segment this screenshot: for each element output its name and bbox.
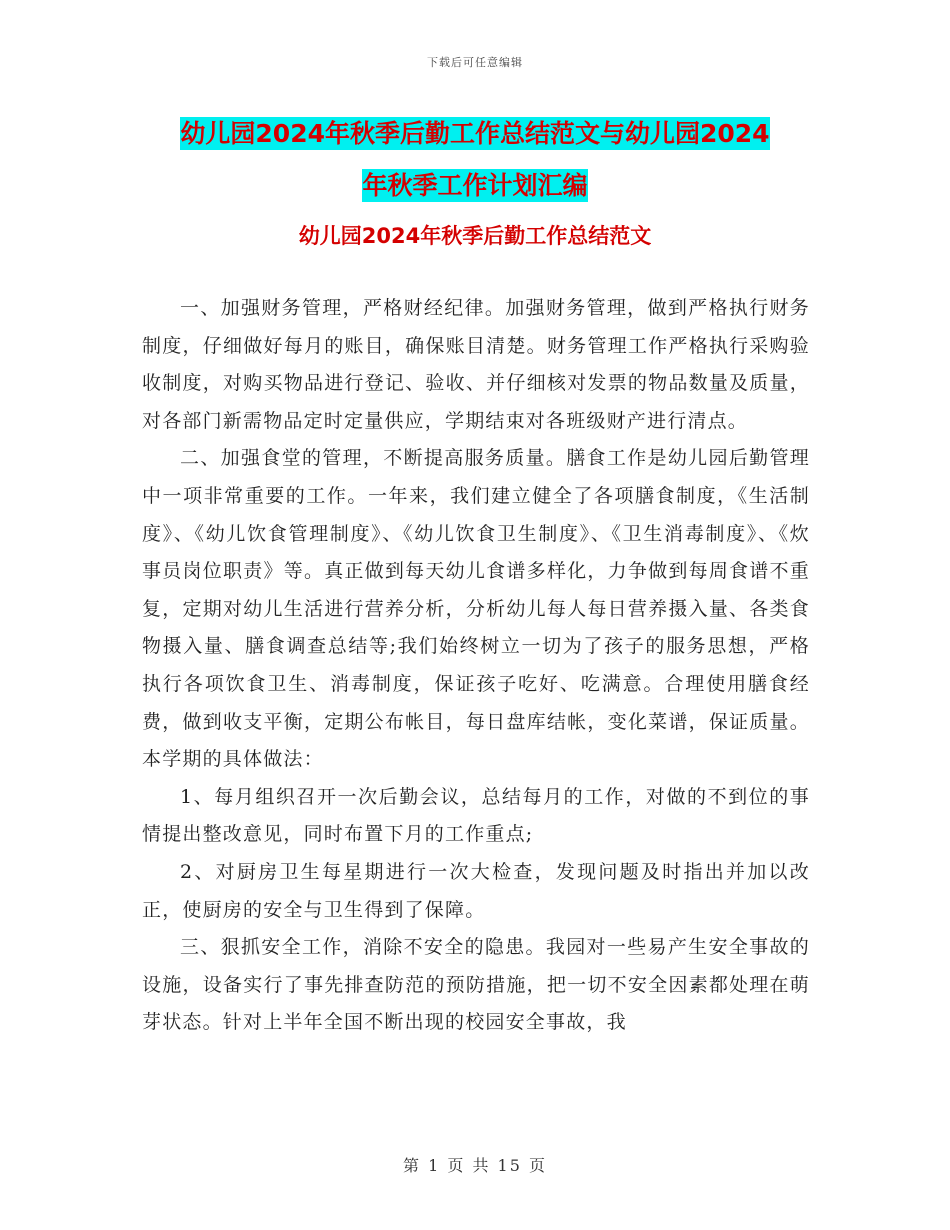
paragraph-finance: 一、加强财务管理，严格财经纪律。加强财务管理，做到严格执行财务制度，仔细做好每月的账目，确保账目清楚。财务管理工作严格执行采购验收制度，对购买物品进行登记、验收、并仔细核对发票的物品数量及质量，对各部门新需物品定时定量供应，学期结束对各班级财产进行清点。 [142, 297, 810, 432]
paragraph-safety: 三、狠抓安全工作，消除不安全的隐患。我园对一些易产生安全事故的设施，设备实行了事先排查防范的预防措施，把一切不安全因素都处理在萌芽状态。针对上半年全国不断出现的校园安全事故，我 [142, 936, 810, 1034]
document-title [150, 108, 800, 212]
header-note: 下载后可任意编辑 [427, 56, 523, 69]
page-indicator: 第 1 页 共 15 页 [403, 1156, 547, 1175]
paragraph-item-1: 1、每月组织召开一次后勤会议，总结每月的工作，对做的不到位的事情提出整改意见，同时布置下月的工作重点; [142, 785, 810, 846]
document-body [142, 290, 810, 1042]
document-title-line1: 幼儿园2024年秋季后勤工作总结范文与幼儿园2024 [180, 119, 770, 148]
paragraph-item-2: 2、对厨房卫生每星期进行一次大检查，发现问题及时指出并加以改正，使厨房的安全与卫生得到了保障。 [142, 860, 810, 921]
section-title: 幼儿园2024年秋季后勤工作总结范文 [298, 224, 652, 248]
document-title-line2: 年秋季工作计划汇编 [362, 171, 588, 200]
paragraph-canteen: 二、加强食堂的管理，不断提高服务质量。膳食工作是幼儿园后勤管理中一项非常重要的工作。一年来，我们建立健全了各项膳食制度，《生活制度》、《幼儿饮食管理制度》、《幼儿饮食卫生制度》、《卫生消毒制度》、《炊事员岗位职责》等。真正做到每天幼儿食谱多样化，力争做到每周食谱不重复，定期对幼儿生活进行营养分析，分析幼儿每人每日营养摄入量、各类食物摄入量、膳食调查总结等;我们始终树立一切为了孩子的服务思想，严格执行各项饮食卫生、消毒制度，保证孩子吃好、吃满意。合理使用膳食经费，做到收支平衡，定期公布帐目，每日盘库结帐，变化菜谱，保证质量。本学期的具体做法： [142, 447, 810, 771]
